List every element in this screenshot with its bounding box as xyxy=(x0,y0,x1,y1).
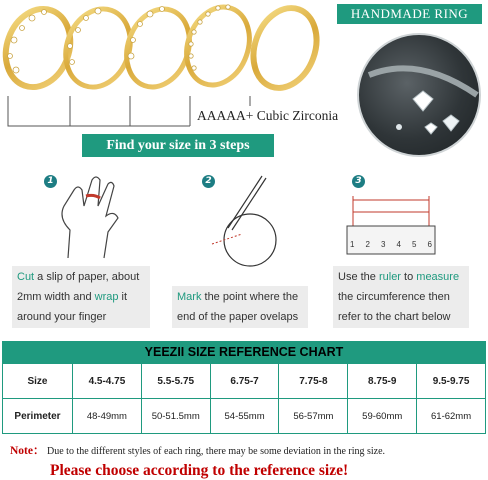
rings-illustration xyxy=(0,0,340,100)
step-3-text-b: to xyxy=(400,271,417,283)
size-cell: 6.75-7 xyxy=(210,364,279,399)
perimeter-cell: 56-57mm xyxy=(279,399,348,434)
step-2-number: 2 xyxy=(202,175,215,188)
cubic-zirconia-photo xyxy=(357,33,481,157)
note-text: Due to the different styles of each ring, there may be some deviation in the ring size. xyxy=(47,446,386,457)
ruler-ticks xyxy=(350,240,432,249)
ruler-tick: 4 xyxy=(396,240,401,249)
step-3-ruler: ruler xyxy=(378,271,401,283)
ruler-tick: 6 xyxy=(427,240,432,249)
size-cell: 4.5-4.75 xyxy=(73,364,142,399)
perimeter-row xyxy=(3,399,486,434)
paper-loop-illustration xyxy=(200,172,300,272)
step-1-instructions xyxy=(12,266,150,328)
ring-5 xyxy=(243,0,327,97)
ring-4 xyxy=(176,0,260,94)
step-1-number: 1 xyxy=(44,175,57,188)
step-2-instructions xyxy=(172,286,308,328)
choose-reference-text: Please choose according to the reference size! xyxy=(50,462,349,479)
size-cell: 8.75-9 xyxy=(348,364,417,399)
perimeter-cell: 61-62mm xyxy=(417,399,486,434)
ruler-tick: 1 xyxy=(350,240,355,249)
ruler-tick: 5 xyxy=(412,240,417,249)
size-note xyxy=(10,442,385,458)
handmade-ring-banner: HANDMADE RING xyxy=(337,4,482,24)
ruler-illustration xyxy=(345,190,437,260)
size-cell: 7.75-8 xyxy=(279,364,348,399)
zirconia-label: AAAAA+ Cubic Zirconia xyxy=(197,108,339,123)
step-3-text-a: Use the xyxy=(338,271,379,283)
step-1-wrap: wrap xyxy=(94,291,119,303)
perimeter-cell: 50-51.5mm xyxy=(141,399,210,434)
ruler-tick: 3 xyxy=(381,240,386,249)
perimeter-cell: 48-49mm xyxy=(73,399,142,434)
perimeter-cell: 54-55mm xyxy=(210,399,279,434)
perimeter-row-label: Perimeter xyxy=(3,399,73,434)
step-2-mark: Mark xyxy=(177,291,202,303)
step-3-number: 3 xyxy=(352,175,365,188)
size-cell: 9.5-9.75 xyxy=(417,364,486,399)
finger-wrap-illustration xyxy=(48,170,133,260)
step-3-instructions xyxy=(333,266,469,328)
size-row xyxy=(3,364,486,399)
step-1-text-a: a slip of paper, about 2mm width and xyxy=(17,271,140,303)
size-cell: 5.5-5.75 xyxy=(141,364,210,399)
step-2-text: the point where the end of the paper ovelaps xyxy=(177,291,299,323)
size-row-label: Size xyxy=(3,364,73,399)
step-1-text-b: it around your finger xyxy=(17,291,128,323)
size-chart-table xyxy=(2,363,486,434)
note-label: Note： xyxy=(10,445,45,457)
size-chart-title: YEEZII SIZE REFERENCE CHART xyxy=(2,341,486,363)
steps-heading: Find your size in 3 steps xyxy=(82,134,274,157)
perimeter-cell: 59-60mm xyxy=(348,399,417,434)
size-chart xyxy=(2,341,486,437)
step-1-cut: Cut xyxy=(17,271,35,283)
ruler-tick: 2 xyxy=(365,240,370,249)
step-3-text-c: the circumference then refer to the chart below xyxy=(338,291,451,323)
step-3-measure: measure xyxy=(416,271,460,283)
